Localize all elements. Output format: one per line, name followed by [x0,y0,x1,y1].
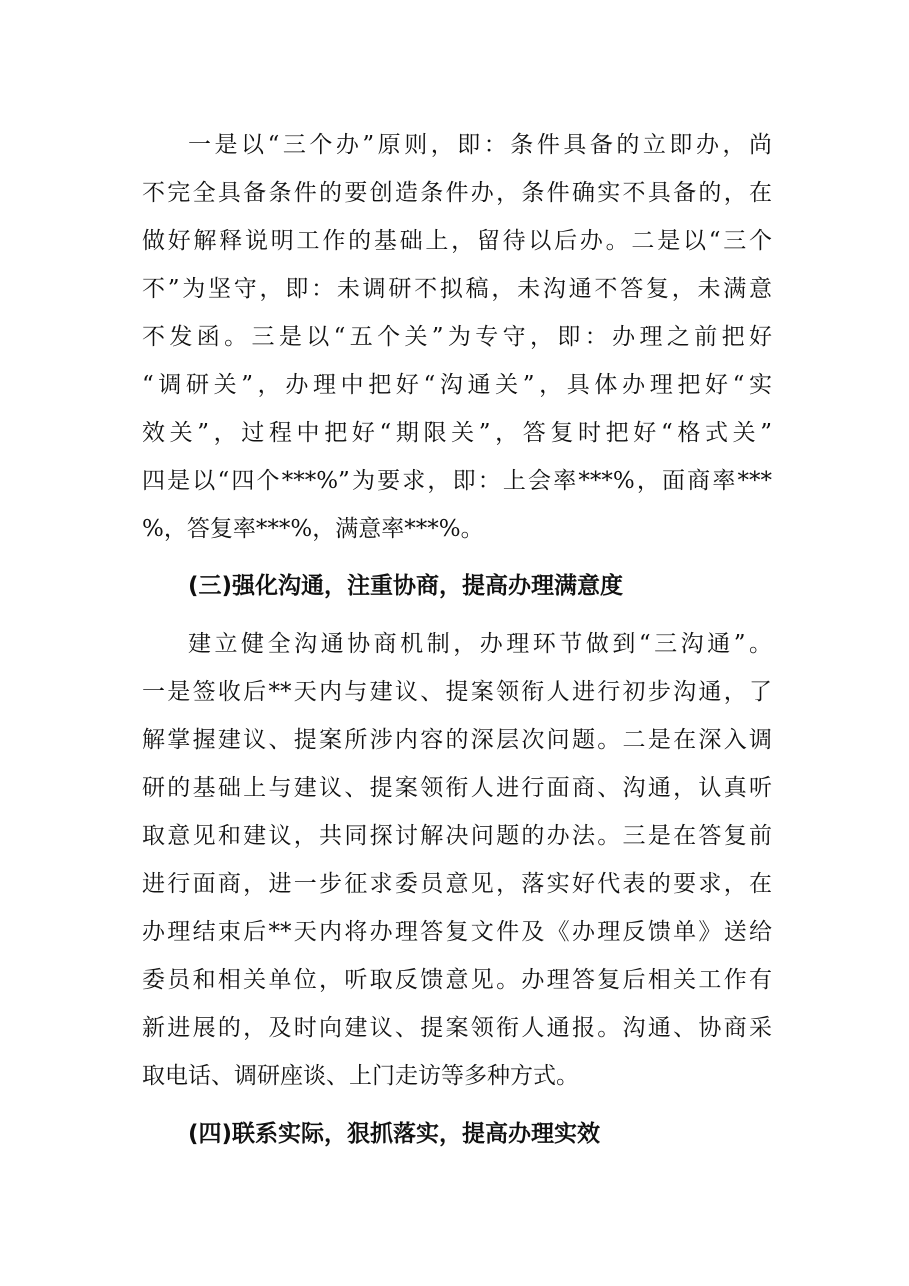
paragraph-line: 一是以“三个办”原则，即：条件具备的立即办，尚 [188,132,772,158]
paragraph-line: 委员和相关单位，听取反馈意见。办理答复后相关工作有 [142,967,772,993]
section-heading: (四)联系实际，狠抓落实，提高办理实效 [188,1121,601,1147]
paragraph-line: 研的基础上与建议、提案领衔人进行面商、沟通，认真听 [142,775,772,801]
paragraph-line: 新进展的，及时向建议、提案领衔人通报。沟通、协商采 [142,1015,772,1041]
paragraph-line: “调研关”，办理中把好“沟通关”，具体办理把好“实 [142,372,772,398]
paragraph-line: 办理结束后**天内将办理答复文件及《办理反馈单》送给 [142,919,772,945]
paragraph-line: 一是签收后**天内与建议、提案领衔人进行初步沟通，了 [142,679,772,705]
paragraph-line: 解掌握建议、提案所涉内容的深层次问题。二是在深入调 [142,727,772,753]
paragraph-line: 不完全具备条件的要创造条件办，条件确实不具备的，在 [142,180,772,206]
paragraph-line: 取电话、调研座谈、上门走访等多种方式。 [142,1063,579,1089]
paragraph-line: 建立健全沟通协商机制，办理环节做到“三沟通”。 [188,631,772,657]
paragraph-line: %，答复率***%，满意率***%。 [142,516,484,542]
paragraph-line: 四是以“四个***%”为要求，即：上会率***%，面商率*** [142,468,772,494]
paragraph-line: 进行面商，进一步征求委员意见，落实好代表的要求，在 [142,871,772,897]
paragraph-line: 不发函。三是以“五个关”为专守，即：办理之前把好 [142,324,772,350]
paragraph-line: 效关”，过程中把好“期限关”，答复时把好“格式关” [142,420,772,446]
paragraph-line: 做好解释说明工作的基础上，留待以后办。二是以“三个 [142,228,772,254]
section-heading: (三)强化沟通，注重协商，提高办理满意度 [188,573,624,599]
paragraph-line: 取意见和建议，共同探讨解决问题的办法。三是在答复前 [142,823,772,849]
paragraph-line: 不”为坚守，即：未调研不拟稿，未沟通不答复，未满意 [142,276,772,302]
